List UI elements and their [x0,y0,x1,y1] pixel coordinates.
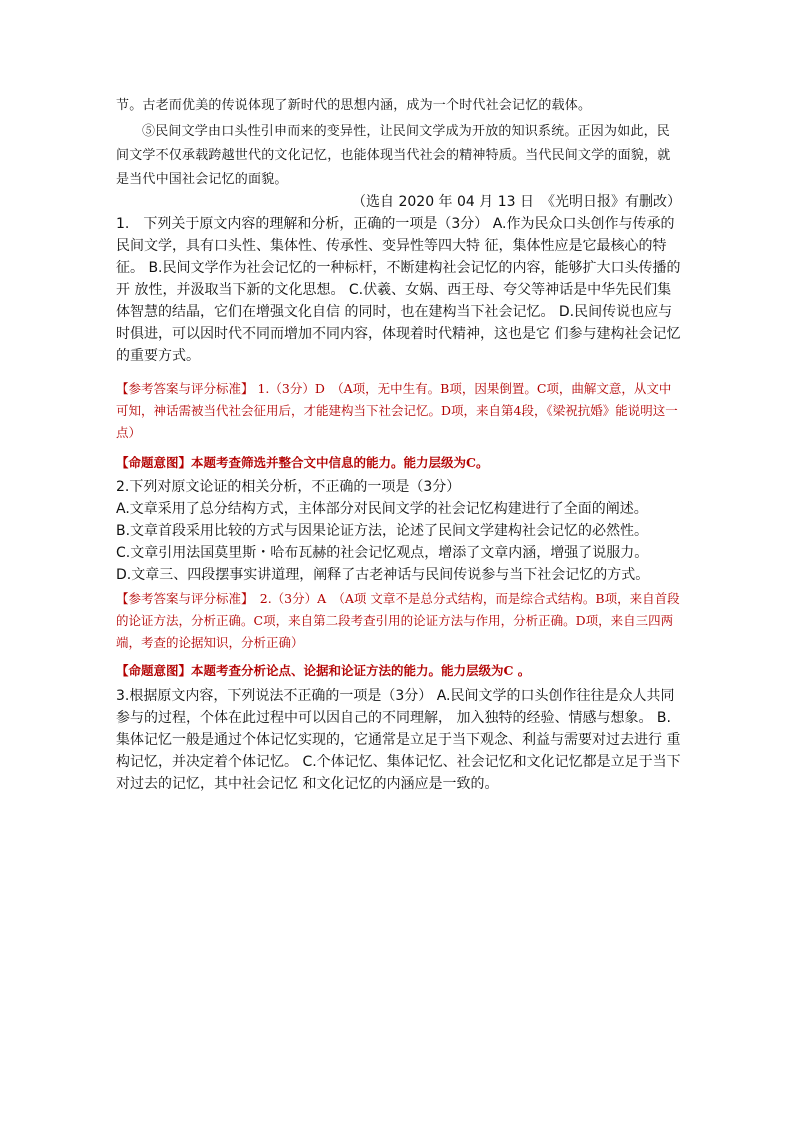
q2-option-b: B.文章首段采用比较的方式与因果论证方法，论述了民间文学建构社会记忆的必然性。 [116,523,649,539]
question-3: 3.根据原文内容，下列说法不正确的一项是（3分） A.民间文学的口头创作往往是众人共同参与的过程，个体在此过程中可以因自己的不同理解， 加入独特的经验、情感与想象。 B.集体记忆一般是通过个体记忆实现的，它通常是立足于当下观念、利益与需要对过去进行 重构记忆，并决定着个体记忆。 C.个体记忆、集体记忆、社会记忆和文化记忆都是立足于当下对过去的记忆，其中社会记忆 和文化记忆的内涵应是一致的。 [116,688,681,792]
question-1: 1. 下列关于原文内容的理解和分析，正确的一项是（3分） A.作为民众口头创作与传承的民间文学，具有口头性、集体性、传承性、变异性等四大特 征，集体性应是它最核心的特征。 B.民间文学作为社会记忆的一种标杆，不断建构社会记忆的内容，能够扩大口头传播的开 放性，并汲取当下新的文化思想。 C.伏羲、女娲、西王母、夸父等神话是中华先民们集体智慧的结晶，它们在增强文化自信 的同时，也在建构当下社会记忆。 D.民间传说也应与时俱进，可以因时代不同而增加不同内容，体现着时代精神，这也是它 们参与建构社会记忆的重要方式。 [116,216,681,364]
q2-option-a: A.文章采用了总分结构方式，主体部分对民间文学的社会记忆构建进行了全面的阐述。 [116,501,648,517]
q2-answer-key: 【参考答案与评分标准】 2.（3分）A （A项 文章不是总分式结构，而是综合式结构。B项，来自首段的论证方法，分析正确。C项，来自第二段考查引用的论证方法与作用，分析正确。D项，来自三四两端，考查的论据知识，分析正确） [116,591,680,650]
question-2-stem: 2.下列对原文论证的相关分析，不正确的一项是（3分） [116,479,461,495]
q2-option-d: D.文章三、四段摆事实讲道理，阐释了古老神话与民间传说参与当下社会记忆的方式。 [116,567,650,583]
q1-answer-key: 【参考答案与评分标准】 1.（3分）D （A项，无中生有。B项，因果倒置。C项，曲解文意，从文中可知，神话需被当代社会征用后，才能建构当下社会记忆。D项，来自第4段，《梁祝抗婚》能说明这一点） [116,381,678,440]
q2-intent: 【命题意图】本题考查分析论点、论据和论证方法的能力。能力层级为C 。 [116,663,531,678]
source-citation: （选自 2020 年 04 月 13 日 《光明日报》有删改） [352,194,681,210]
q2-option-c: C.文章引用法国莫里斯・哈布瓦赫的社会记忆观点，增添了文章内涵，增强了说服力。 [116,545,649,561]
q1-intent: 【命题意图】本题考查筛选并整合文中信息的能力。能力层级为C。 [116,455,489,470]
passage-tail-line: 节。古老而优美的传说体现了新时代的思想内涵，成为一个时代社会记忆的载体。 [116,98,592,113]
passage-paragraph-5: ⑤民间文学由口头性引申而来的变异性，让民间文学成为开放的知识系统。正因为如此，民间文学不仅承载跨越世代的文化记忆，也能体现当代社会的精神特质。当代民间文学的面貌，就是当代中国社会记忆的面貌。 [116,124,671,187]
